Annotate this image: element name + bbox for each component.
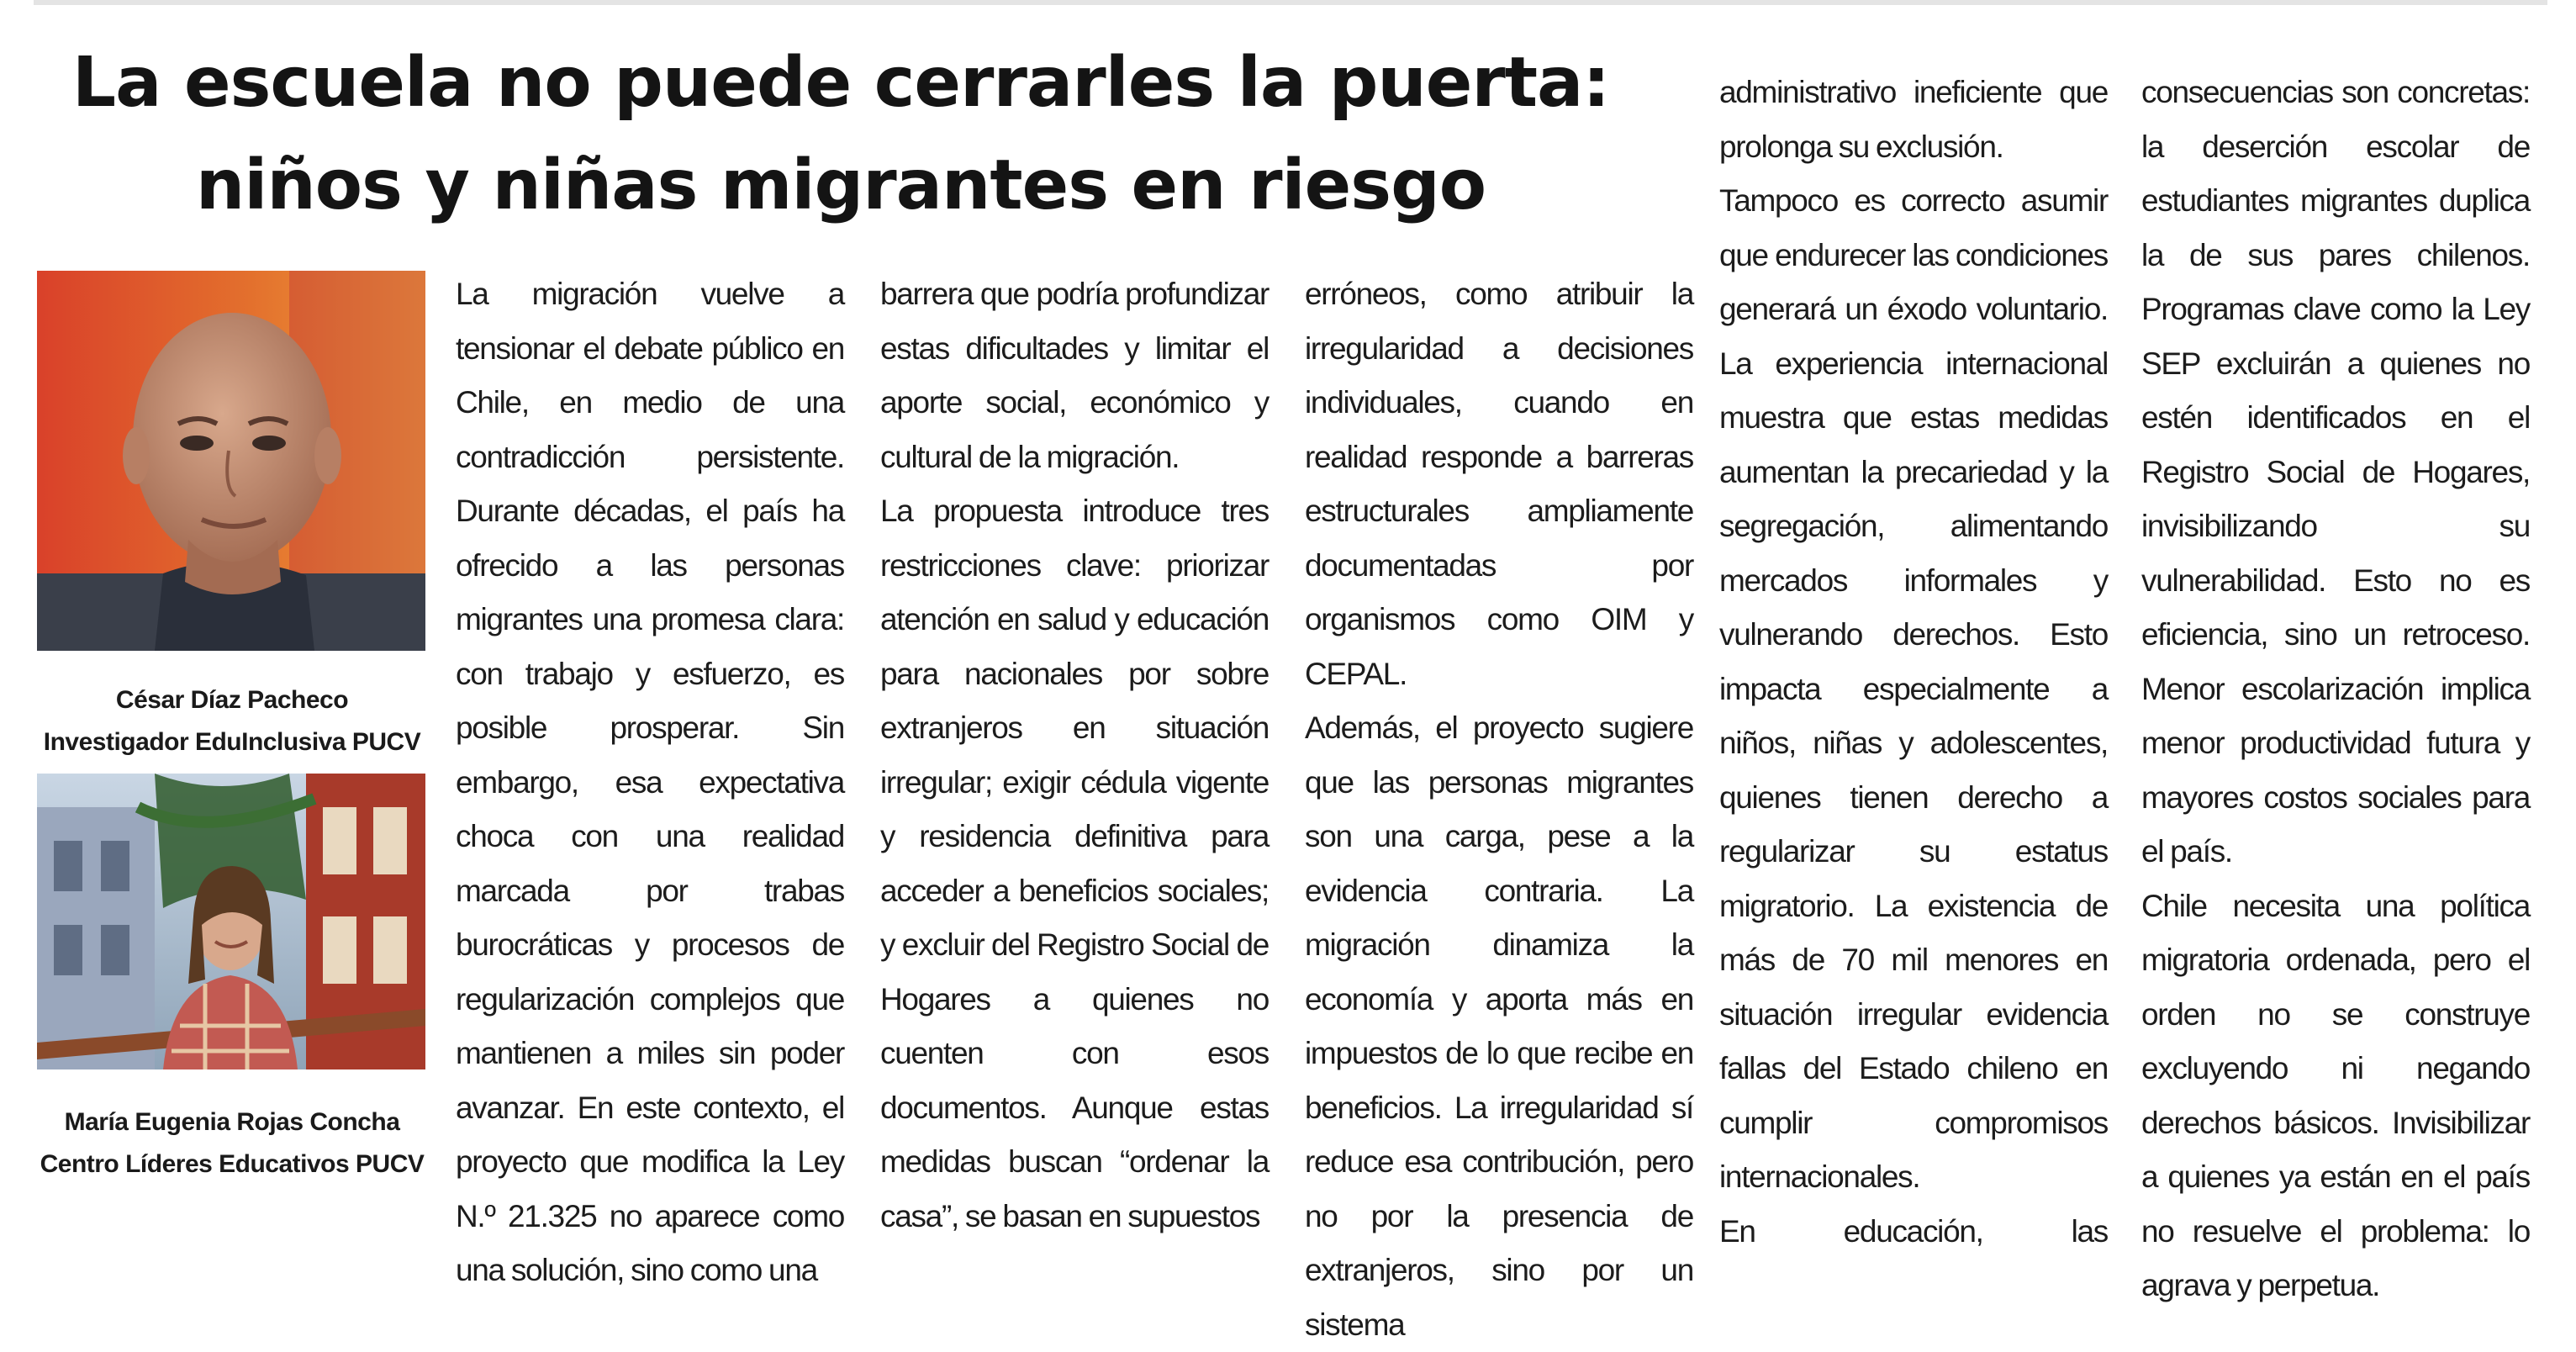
author-role: Centro Líderes Educativos PUCV <box>40 1150 425 1178</box>
article-column-4 <box>1719 66 2108 1249</box>
top-rule <box>34 0 2547 5</box>
paragraph: erróneos, como atribuir la irregularidad a decisiones individuales, cuando en realidad responde a barreras estructurales ampliamente documentadas por organismos como OIM y CEPAL. <box>1305 277 1693 691</box>
paragraph: La migración vuelve a tensionar el debate público en Chile, en medio de una contradicción persistente. Durante décadas, el país ha ofrecido a las personas migrantes una promesa clara: con trabajo y esfuerzo, es posible prosperar. Sin embargo, esa expectativa choca con una realidad marcada por trabas burocráticas y procesos de regularización complejos que mantienen a miles sin poder avanzar. En este contexto, el proyecto que modifica la Ley N.º 21.325 no aparece como una solución, sino como una <box>456 277 844 1287</box>
article-column-3 <box>1305 267 1693 1342</box>
paragraph: Además, el proyecto sugiere que las personas migrantes son una carga, pese a la evidencia contraria. La migración dinamiza la economía y aporta más en impuestos de lo que recibe en beneficios. La irregularidad sí reduce esa contribución, pero no por la presencia de extranjeros, sino por un sistema <box>1305 710 1693 1342</box>
author-caption-cesar <box>24 679 441 763</box>
author-name: María Eugenia Rojas Concha <box>64 1108 400 1136</box>
paragraph: Chile necesita una política migratoria ordenada, pero el orden no se construye excluyendo ni negando derechos básicos. Invisibilizar a quienes ya están en el país no resuelve el problema: lo agrava y perpetua. <box>2141 888 2530 1302</box>
article-column-1 <box>456 267 844 1287</box>
paragraph: Tampoco es correcto asumir que endurecer las condiciones generará un éxodo voluntario. La experiencia internacional muestra que estas medidas aumentan la precariedad y la segregación, alimentando mercados informales y vulnerando derechos. Esto impacta especialmente a niños, niñas y adolescentes, quienes tienen derecho a regularizar su estatus migratorio. La existencia de más de 70 mil menores en situación irregular evidencia fallas del Estado chileno en cumplir compromisos internacionales. <box>1719 183 2108 1194</box>
article-column-2 <box>880 267 1269 1233</box>
author-caption-maria <box>24 1101 441 1186</box>
author-photo-maria <box>37 774 425 1069</box>
headline-line-1: La escuela no puede cerrarles la puerta: <box>71 43 1610 123</box>
author-name: César Díaz Pacheco <box>115 686 349 714</box>
headline-line-2: niños y niñas migrantes en riesgo <box>195 145 1486 225</box>
paragraph: La propuesta introduce tres restricciones clave: priorizar atención en salud y educación para nacionales por sobre extranjeros en situación irregular; exigir cédula vigente y residencia definitiva para acceder a beneficios sociales; y excluir del Registro Social de Hogares a quienes no cuenten con esos documentos. Aunque estas medidas buscan “ordenar la casa”, se basan en supuestos <box>880 494 1269 1233</box>
author-photo-cesar <box>37 271 425 651</box>
author-role: Investigador EduInclusiva PUCV <box>43 728 421 756</box>
article-column-5 <box>2141 66 2530 1302</box>
paragraph: administrativo ineficiente que prolonga su exclusión. <box>1719 75 2108 164</box>
paragraph: En educación, las <box>1719 1213 2108 1249</box>
paragraph: barrera que podría profundizar estas dificultades y limitar el aporte social, económico y cultural de la migración. <box>880 277 1269 474</box>
headline <box>34 32 1648 237</box>
paragraph: consecuencias son concretas: la deserción escolar de estudiantes migrantes duplica la de sus pares chilenos. Programas clave como la Ley SEP excluirán a quienes no estén identificados en el Registro Social de Hogares, invisibilizando su vulnerabilidad. Esto no es eficiencia, sino un retroceso. Menor escolarización implica menor productividad futura y mayores costos sociales para el país. <box>2141 75 2530 869</box>
